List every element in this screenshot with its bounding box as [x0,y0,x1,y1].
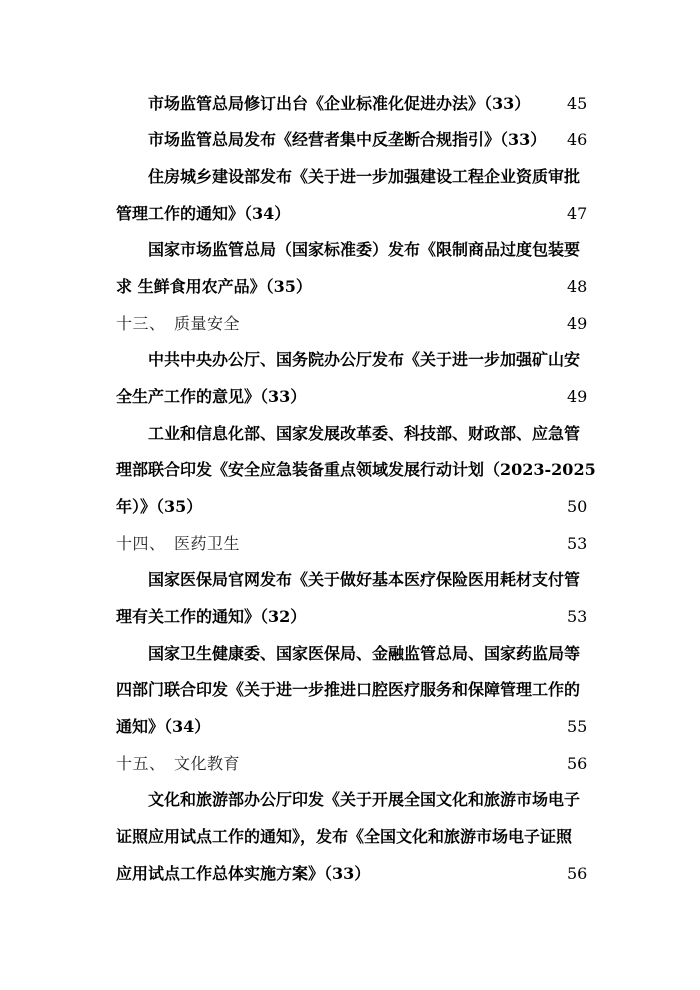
toc-entry[interactable] [116,782,611,818]
toc-entry-title: 全生产工作的意见》（33） [116,387,307,406]
toc-entry-continuation[interactable] [116,672,611,708]
toc-section-heading[interactable] [116,306,611,342]
toc-entry-title: 管理工作的通知》（34） [116,204,291,223]
toc-entry-continuation[interactable] [116,452,611,488]
toc-entry-continuation[interactable] [116,856,611,892]
toc-page-number: 53 [567,607,588,626]
toc-entry-title: 证照应用试点工作的通知》，发布《全国文化和旅游市场电子证照 [116,827,573,846]
toc-entry[interactable] [116,562,611,598]
toc-section-heading[interactable] [116,526,611,562]
toc-entry[interactable] [116,232,611,268]
toc-entry-title: 求 生鲜食用农产品》（35） [116,277,312,296]
toc-entry[interactable] [116,122,611,158]
toc-section-title: 十四、 医药卫生 [116,534,241,553]
toc-page-number: 49 [567,314,588,333]
toc-page-number: 56 [567,754,588,773]
toc-entry-title: 通知》（34） [116,717,211,736]
toc-entry-title: 理部联合印发《安全应急装备重点领域发展行动计划（2023-2025 [116,460,596,479]
toc-entry-continuation[interactable] [116,489,611,525]
toc-entry-continuation[interactable] [116,196,611,232]
toc-entry-title: 住房城乡建设部发布《关于进一步加强建设工程企业资质审批 [148,167,581,186]
toc-entry[interactable] [116,636,611,672]
toc-entry-continuation[interactable] [116,599,611,635]
toc-entry-continuation[interactable] [116,269,611,305]
toc-page-number: 53 [567,534,588,553]
toc-entry[interactable] [116,342,611,378]
toc-entry-title: 中共中央办公厅、国务院办公厅发布《关于进一步加强矿山安 [148,350,581,369]
toc-entry[interactable] [116,416,611,452]
toc-entry-title: 四部门联合印发《关于进一步推进口腔医疗服务和保障管理工作的 [116,680,581,699]
toc-page-number: 48 [567,277,588,296]
toc-entry-title: 国家医保局官网发布《关于做好基本医疗保险医用耗材支付管 [148,570,581,589]
toc-page-number: 49 [567,387,588,406]
toc-entry-title: 国家卫生健康委、国家医保局、金融监管总局、国家药监局等 [148,644,581,663]
toc-entry-title: 市场监管总局修订出台《企业标准化促进办法》（33） [148,94,531,113]
toc-entry-continuation[interactable] [116,819,611,855]
toc-section-title: 十五、 文化教育 [116,754,241,773]
toc-entry-title: 文化和旅游部办公厅印发《关于开展全国文化和旅游市场电子 [148,790,581,809]
toc-entry-title: 年）》（35） [116,497,203,516]
toc-page-number: 47 [567,204,588,223]
toc-entry[interactable] [116,159,611,195]
toc-entry-continuation[interactable] [116,709,611,745]
toc-entry-title: 国家市场监管总局（国家标准委）发布《限制商品过度包装要 [148,240,581,259]
toc-entry[interactable] [116,86,611,122]
toc-page-number: 50 [567,497,588,516]
toc-page-number: 45 [567,94,588,113]
toc-entry-title: 应用试点工作总体实施方案》（33） [116,864,371,883]
toc-entry-title: 理有关工作的通知》（32） [116,607,307,626]
toc-section-heading[interactable] [116,746,611,782]
toc-page-number: 55 [567,717,588,736]
toc-section-title: 十三、 质量安全 [116,314,241,333]
toc-page-number: 56 [567,864,588,883]
toc-entry-continuation[interactable] [116,379,611,415]
toc-entry-title: 工业和信息化部、国家发展改革委、科技部、财政部、应急管 [148,424,581,443]
toc-entry-title: 市场监管总局发布《经营者集中反垄断合规指引》（33） [148,130,547,149]
toc-page-number: 46 [567,130,588,149]
